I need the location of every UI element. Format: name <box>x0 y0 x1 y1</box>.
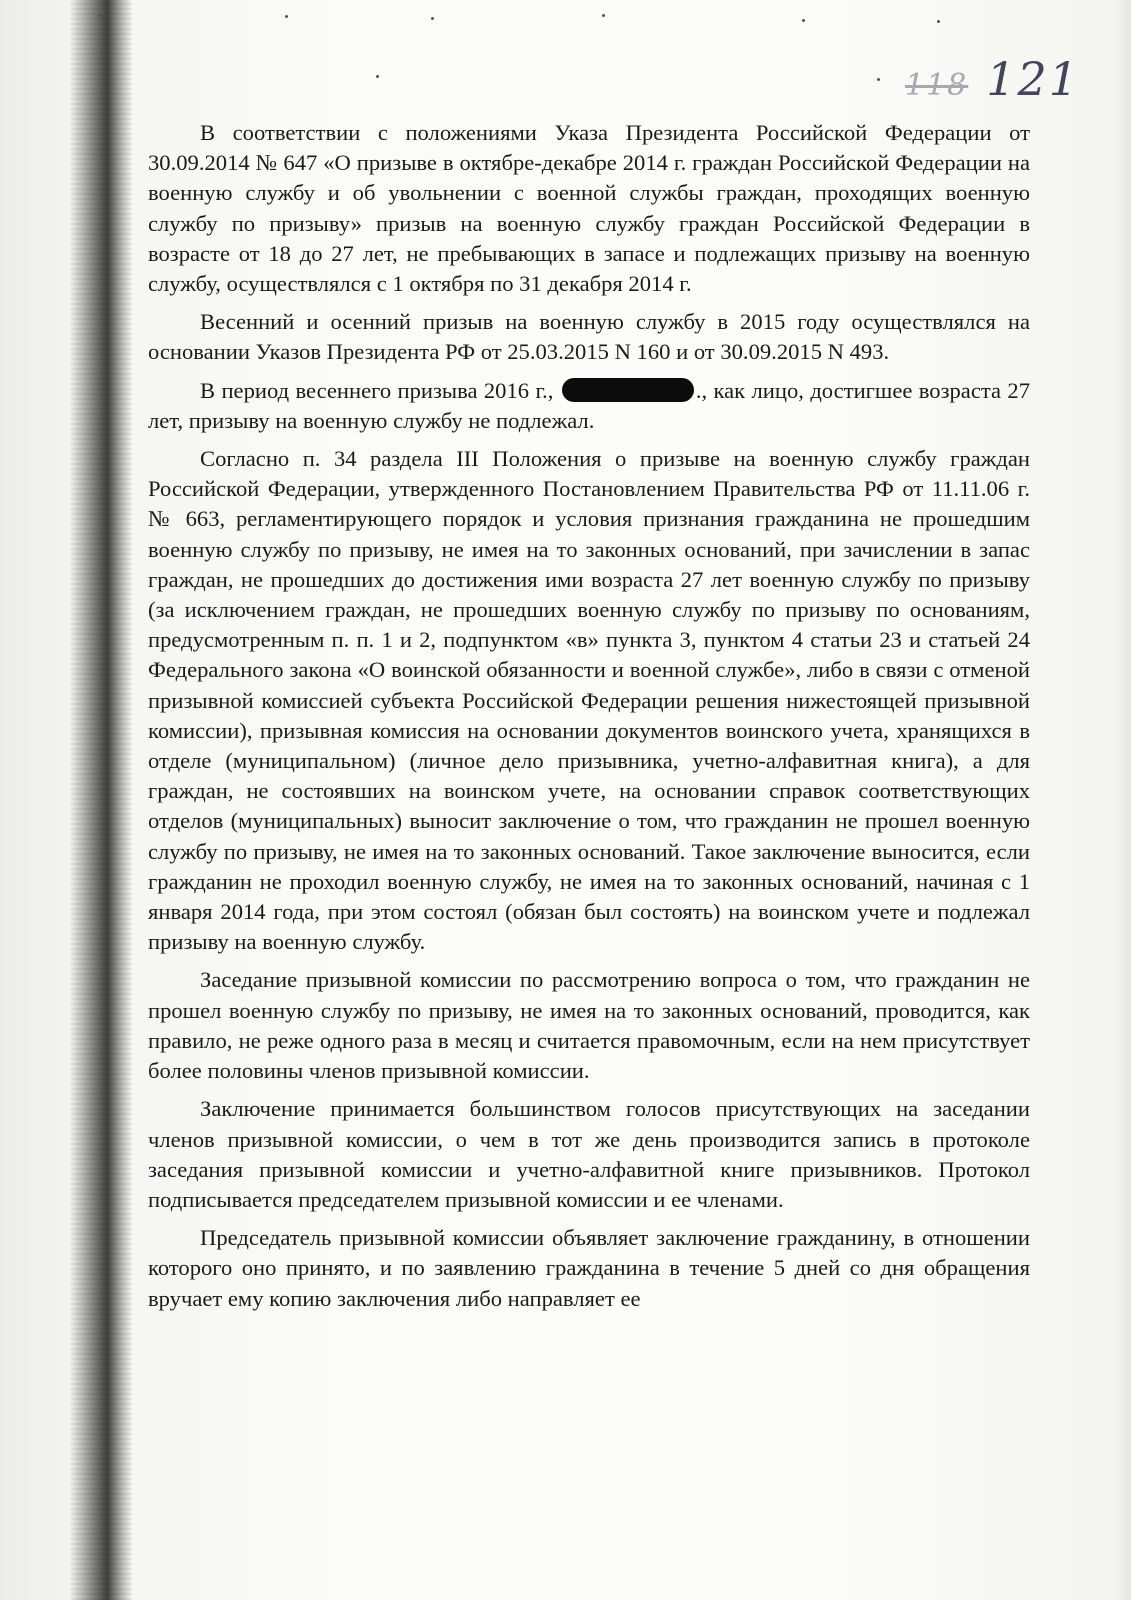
scan-speck <box>431 17 434 20</box>
scan-speck <box>98 14 101 17</box>
paragraph-3 <box>148 376 1030 436</box>
paragraph-7: Председатель призывной комиссии объявляет заключение гражданину, в отношении которого оно принято, и по заявлению гражданина в течение 5 дней со дня обращения вручает ему копию заключения либо направляет ее <box>148 1225 1030 1311</box>
paragraph-4: Согласно п. 34 раздела III Положения о призыве на военную службу граждан Российской Федерации, утвержденного Постановлением Правительства РФ от 11.11.06 г. № 663, регламентирующего порядок и условия признания гражданина не прошедшим военную службу по призыву, не имея на то законных оснований, при зачислении в запас граждан, не прошедших до достижения ими возраста 27 лет военную службу по призыву (за исключением граждан, не прошедших военную службу по призыву по основаниям, предусмотренным п. п. 1 и 2, подпунктом «в» пункта 3, пунктом 4 статьи 23 и статьей 24 Федерального закона «О воинской обязанности и военной службе», либо в связи с отменой призывной комиссией субъекта Российской Федерации решения нижестоящей призывной комиссии), призывная комиссия на основании документов воинского учета, хранящихся в отделе (муниципальном) (личное дело призывника, учетно-алфавитная книга), а для граждан, не состоявших на воинском учете, на основании справок соответствующих отделов (муниципальных) выносит заключение о том, что гражданин не прошел военную службу по призыву, не имея на то законных оснований. Такое заключение выносится, если гражданин не проходил военную службу, не имея на то законных оснований, начиная с 1 января 2014 года, при этом состоял (обязан был состоять) на воинском учете и подлежал призыву на военную службу. <box>148 446 1030 955</box>
scan-speck <box>802 19 805 22</box>
scan-binding-edge <box>70 0 132 1600</box>
scan-speck <box>376 75 379 78</box>
scan-speck <box>877 78 880 81</box>
scan-left-margin <box>0 0 72 1600</box>
paragraph-1: В соответствии с положениями Указа Президента Российской Федерации от 30.09.2014 № 647 «О призыве в октябре-декабре 2014 г. граждан Российской Федерации на военную службу и об увольнении с военной службы граждан, проходящих военную службу по призыву» призыв на военную службу граждан Российской Федерации в возрасте от 18 до 27 лет, не пребывающих в запасе и подлежащих призыву на военную службу, осуществлялся с 1 октября по 31 декабря 2014 г. <box>148 120 1030 297</box>
paragraph-3-after: ., как лицо, достигшее возраста 27 лет, призыву на военную службу не подлежал. <box>148 377 1030 433</box>
page-number-current: 121 <box>986 52 1081 106</box>
redaction-mark <box>562 378 694 402</box>
document-body <box>148 118 1030 1322</box>
page-number-old: 118 <box>905 68 969 103</box>
scan-right-edge <box>1113 0 1131 1600</box>
scan-speck <box>285 15 288 18</box>
page-number <box>905 52 1080 106</box>
paragraph-5: Заседание призывной комиссии по рассмотрению вопроса о том, что гражданин не прошел военную службу по призыву, не имея на то законных оснований, проводится, как правило, не реже одного раза в месяц и считается правомочным, если на нем присутствует более половины членов призывной комиссии. <box>148 967 1030 1084</box>
paragraph-3-before: В период весеннего призыва 2016 г., <box>200 377 560 403</box>
scan-speck <box>602 14 605 17</box>
paragraph-6: Заключение принимается большинством голосов присутствующих на заседании членов призывной комиссии, о чем в тот же день производится запись в протоколе заседания призывной комиссии и учетно-алфавитной книге призывников. Протокол подписывается председателем призывной комиссии и ее членами. <box>148 1096 1030 1212</box>
paragraph-2: Весенний и осенний призыв на военную службу в 2015 году осуществлялся на основании Указов Президента РФ от 25.03.2015 N 160 и от 30.09.2015 N 493. <box>148 309 1030 365</box>
scan-speck <box>937 20 940 23</box>
